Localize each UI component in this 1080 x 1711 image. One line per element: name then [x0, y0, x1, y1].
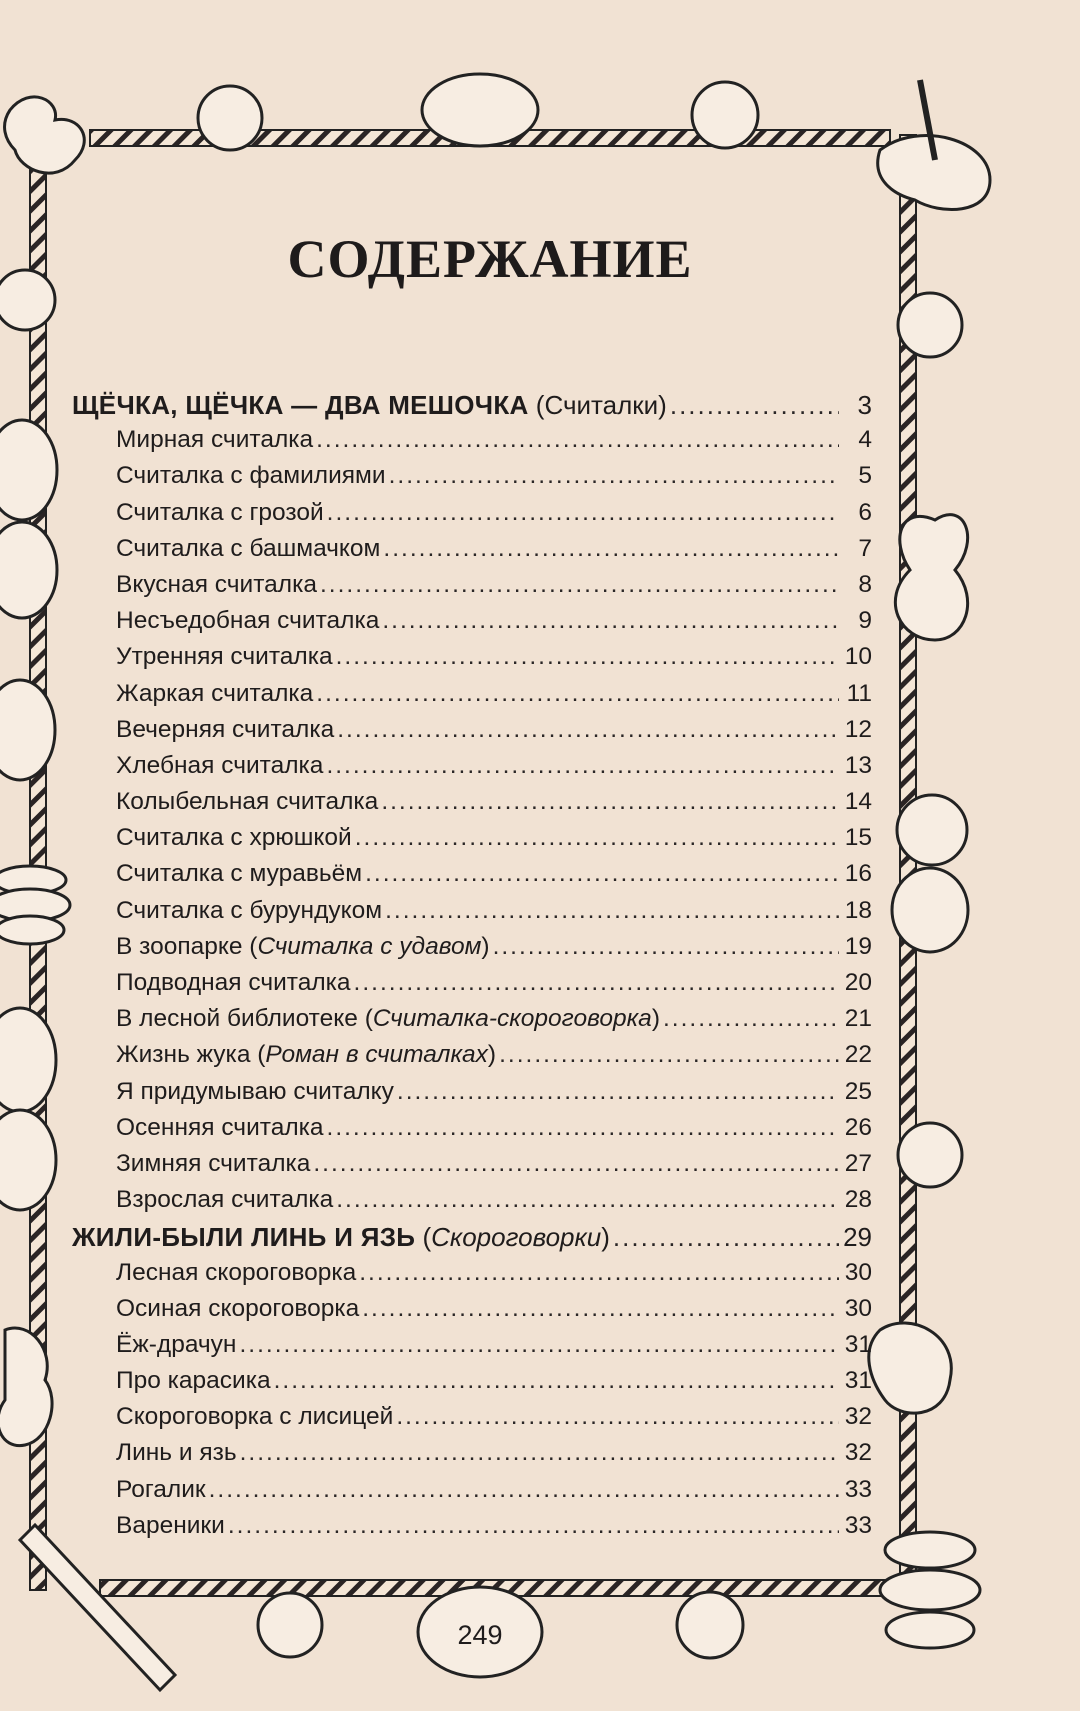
toc-entry[interactable] [72, 969, 872, 1005]
dot-leader [663, 1005, 839, 1033]
page-ref: 18 [844, 896, 872, 924]
dot-leader [493, 933, 839, 961]
entry-title: В лесной библиотеке [116, 1005, 358, 1033]
page-ref: 13 [844, 751, 872, 779]
page-number: 249 [457, 1620, 503, 1650]
dot-leader [355, 824, 839, 852]
toc-entry[interactable] [72, 680, 872, 716]
entry-title: Вечерняя считалка [116, 715, 335, 743]
ball-icon [898, 293, 962, 357]
page-ref: 16 [844, 860, 872, 888]
entry-title: Линь и язь [116, 1439, 237, 1467]
toc-section-heading[interactable] [72, 390, 872, 426]
entry-title: Считалка с бурундуком [116, 896, 383, 924]
toc-entry[interactable] [72, 1403, 872, 1439]
ball-icon [692, 82, 758, 148]
dot-leader [316, 680, 839, 708]
page-ref: 30 [844, 1294, 872, 1322]
toc-entry[interactable] [72, 1114, 872, 1150]
toc-entry[interactable] [72, 499, 872, 535]
entry-label [116, 897, 382, 925]
dot-leader [383, 535, 839, 563]
page-ref: 14 [844, 788, 872, 816]
page-ref: 20 [844, 969, 872, 996]
page-ref: 12 [844, 715, 872, 743]
entry-label [116, 1403, 393, 1431]
toc-entry[interactable] [72, 1367, 872, 1403]
balloon-icon [0, 420, 57, 520]
toc-entry[interactable] [72, 535, 872, 571]
toc-entry[interactable] [72, 1295, 872, 1331]
dot-leader [389, 462, 839, 490]
entry-title: Лесная скороговорка [116, 1258, 357, 1286]
entry-label [116, 499, 324, 527]
stacked-rings-icon [885, 1532, 975, 1568]
entry-title: Колыбельная считалка [116, 788, 379, 816]
entry-title: Я придумываю считалку [116, 1077, 394, 1105]
ball-icon [677, 1592, 743, 1658]
page-ref: 3 [857, 390, 872, 420]
section-title: ЖИЛИ-БЫЛИ ЛИНЬ И ЯЗЬ [72, 1222, 416, 1253]
bean-icon [869, 1323, 952, 1413]
page-ref: 28 [844, 1186, 872, 1214]
entry-label [116, 752, 323, 780]
ball-icon [258, 1593, 322, 1657]
entry-label [116, 1439, 237, 1467]
table-of-contents [72, 390, 872, 1548]
entry-title: Про карасика [116, 1367, 271, 1395]
entry-label [116, 1295, 359, 1323]
entry-label [116, 969, 351, 997]
page-ref: 31 [844, 1367, 872, 1395]
toc-entry[interactable] [72, 752, 872, 788]
toc-entry[interactable] [72, 426, 872, 462]
dot-leader [670, 390, 839, 421]
toc-entry[interactable] [72, 1331, 872, 1367]
dot-leader [397, 1078, 839, 1106]
toc-entry[interactable] [72, 1041, 872, 1077]
entry-label [116, 1259, 356, 1287]
toc-entry[interactable] [72, 1005, 872, 1041]
section-subtitle: Считалки [544, 390, 659, 420]
dot-leader [362, 1295, 839, 1323]
balloon-icon [0, 1110, 56, 1210]
dot-leader [354, 969, 839, 997]
balloon-icon [0, 680, 55, 780]
toc-entry[interactable] [72, 571, 872, 607]
entry-title: Считалка с башмачком [116, 534, 381, 562]
dot-leader [239, 1331, 839, 1359]
entry-title: Подводная считалка [116, 969, 351, 996]
toc-entry[interactable] [72, 607, 872, 643]
page-ref: 25 [844, 1077, 872, 1105]
entry-label [116, 1078, 394, 1106]
toc-entry[interactable] [72, 462, 872, 498]
entry-title: Ёж-драчун [116, 1330, 237, 1358]
toc-entry[interactable] [72, 1439, 872, 1475]
balloon-icon [422, 74, 538, 146]
page-ref: 33 [844, 1475, 872, 1503]
entry-label [116, 860, 362, 888]
page-ref: 22 [844, 1041, 872, 1069]
toc-entry[interactable] [72, 1150, 872, 1186]
page-ref: 10 [844, 643, 872, 671]
entry-label [116, 1150, 310, 1178]
dot-leader [336, 1186, 839, 1214]
entry-title: Жаркая считалка [116, 679, 314, 707]
page-ref: 8 [858, 570, 872, 598]
entry-label: В лесной библиотеке (Считалка-скороговорка) [116, 1005, 660, 1033]
entry-label [116, 1186, 333, 1214]
entry-title: Считалка с хрюшкой [116, 824, 352, 852]
entry-label [116, 716, 334, 744]
page-ref: 5 [858, 462, 872, 490]
toc-entry[interactable] [72, 1259, 872, 1295]
entry-label [116, 607, 379, 635]
entry-label: В зоопарке (Считалка с удавом) [116, 932, 490, 960]
entry-label [116, 824, 352, 852]
entry-title: Считалка с фамилиями [116, 462, 386, 490]
dot-leader [313, 1150, 839, 1178]
dot-leader [382, 607, 839, 635]
dot-leader [499, 1041, 839, 1069]
stacked-rings-icon [886, 1612, 974, 1648]
dot-leader [381, 788, 839, 816]
entry-note: Считалка-скороговорка [372, 1005, 652, 1033]
balloon-icon [0, 1008, 56, 1112]
page-ref: 4 [858, 426, 872, 454]
ball-icon [898, 1123, 962, 1187]
ball-icon [198, 86, 262, 150]
dot-leader [613, 1222, 839, 1253]
section-label: ЩЁЧКА, ЩЁЧКА — ДВА МЕШОЧКА (Считалки) [72, 390, 667, 420]
entry-note: Роман в считалках [265, 1041, 488, 1069]
entry-label [116, 1331, 236, 1359]
page-ref: 33 [844, 1511, 872, 1539]
entry-label [116, 571, 317, 599]
entry-title: Осенняя считалка [116, 1113, 324, 1141]
dot-leader [274, 1367, 839, 1395]
section-title: ЩЁЧКА, ЩЁЧКА — ДВА МЕШОЧКА [72, 390, 529, 420]
dot-leader [365, 860, 839, 888]
page-ref: 32 [844, 1403, 872, 1431]
entry-label [116, 788, 378, 816]
entry-label [116, 1476, 206, 1504]
entry-label [116, 1114, 324, 1142]
entry-title: В зоопарке [116, 932, 243, 960]
toc-entry[interactable] [72, 860, 872, 896]
dot-leader [327, 499, 839, 527]
toc-entry[interactable] [72, 933, 872, 969]
peanut-icon [895, 515, 967, 640]
entry-title: Считалка с грозой [116, 498, 324, 526]
entry-title: Мирная считалка [116, 426, 314, 454]
toc-entry[interactable] [72, 643, 872, 679]
entry-title: Вкусная считалка [116, 570, 317, 598]
stacked-rings-icon [880, 1570, 980, 1610]
entry-note: Считалка с удавом [257, 932, 482, 960]
dot-leader [326, 752, 839, 780]
dot-leader [396, 1403, 839, 1431]
entry-label [116, 1367, 271, 1395]
toc-entry[interactable] [72, 1078, 872, 1114]
entry-title: Утренняя считалка [116, 643, 333, 671]
dot-leader [320, 571, 839, 599]
entry-title: Осиная скороговорка [116, 1294, 360, 1322]
entry-label [116, 643, 333, 671]
page-ref: 21 [844, 1005, 872, 1033]
entry-label [116, 535, 380, 563]
entry-label [116, 1512, 225, 1540]
dot-leader [359, 1259, 839, 1287]
balloon-icon [892, 868, 968, 952]
toc-section-heading[interactable] [72, 1222, 872, 1258]
toc-entry[interactable] [72, 716, 872, 752]
dot-leader [240, 1439, 839, 1467]
page-ref: 15 [844, 824, 872, 852]
page-title: СОДЕРЖАНИЕ [287, 229, 693, 289]
entry-label [116, 680, 313, 708]
page-ref: 32 [844, 1439, 872, 1467]
page-ref: 31 [844, 1330, 872, 1358]
section-subtitle: Скороговорки [431, 1222, 602, 1253]
entry-label [116, 426, 313, 454]
dot-leader [228, 1512, 839, 1540]
page-ref: 30 [844, 1258, 872, 1286]
stacked-rings-icon [0, 916, 64, 944]
page-ref: 27 [844, 1149, 872, 1177]
toc-entry[interactable] [72, 788, 872, 824]
page-ref: 26 [844, 1113, 872, 1141]
toc-entry[interactable] [72, 1186, 872, 1222]
entry-title: Зимняя считалка [116, 1149, 311, 1177]
toc-entry[interactable] [72, 1476, 872, 1512]
entry-title: Хлебная считалка [116, 751, 324, 779]
section-label: ЖИЛИ-БЫЛИ ЛИНЬ И ЯЗЬ (Скороговорки) [72, 1222, 610, 1253]
toc-entry[interactable] [72, 824, 872, 860]
dot-leader [336, 643, 839, 671]
dot-leader [385, 897, 839, 925]
toc-entry[interactable] [72, 897, 872, 933]
page-ref: 29 [843, 1222, 872, 1253]
dot-leader [316, 426, 839, 454]
entry-title: Жизнь жука [116, 1041, 251, 1069]
dot-leader [209, 1476, 839, 1504]
toc-entry[interactable] [72, 1512, 872, 1548]
balloon-icon [897, 795, 967, 865]
entry-title: Несъедобная считалка [116, 607, 380, 635]
bean-icon [5, 97, 85, 173]
page-ref: 7 [858, 534, 872, 562]
entry-label [116, 462, 386, 490]
dot-leader [337, 716, 839, 744]
page-ref: 9 [858, 607, 872, 635]
entry-title: Взрослая считалка [116, 1186, 334, 1214]
entry-label: Жизнь жука (Роман в считалках) [116, 1041, 497, 1069]
entry-title: Скороговорка с лисицей [116, 1403, 394, 1431]
dot-leader [327, 1114, 839, 1142]
page-ref: 6 [858, 498, 872, 526]
entry-title: Рогалик [116, 1475, 206, 1503]
entry-title: Вареники [116, 1511, 225, 1539]
entry-title: Считалка с муравьём [116, 860, 363, 888]
page-ref: 19 [844, 932, 872, 960]
pencil-icon [20, 1525, 175, 1690]
balloon-icon [0, 522, 57, 618]
page-ref: 11 [846, 679, 872, 707]
